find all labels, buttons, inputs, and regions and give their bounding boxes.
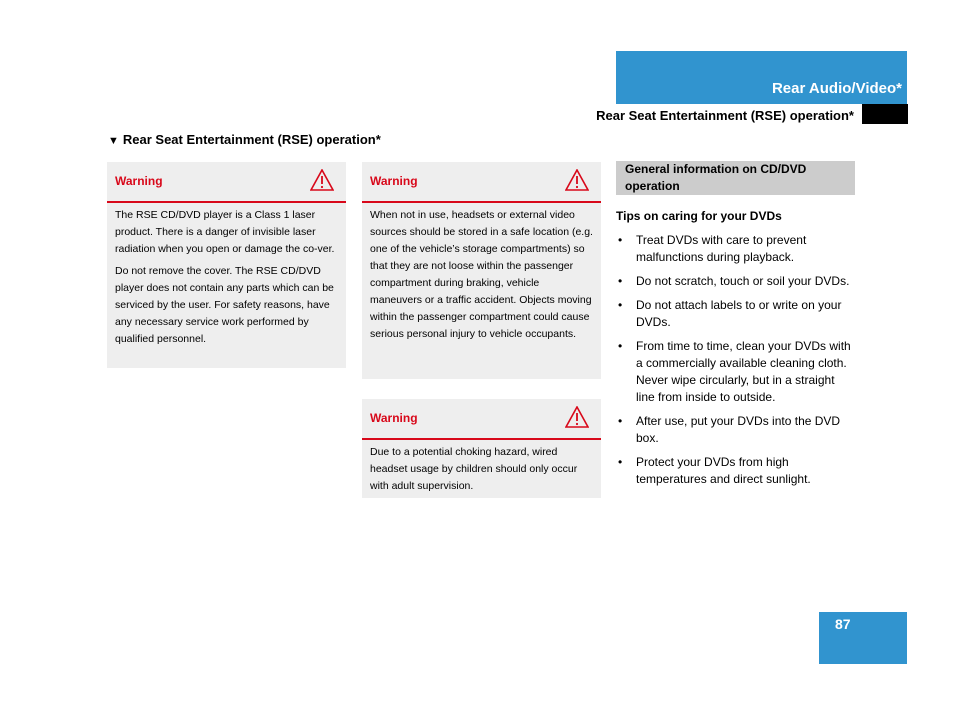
warning-header [107, 162, 346, 203]
chapter-title: Rear Audio/Video* [771, 80, 902, 97]
list-item [616, 338, 856, 406]
tip-text: Do not scratch, touch or soil your DVDs. [636, 274, 850, 288]
section-title: Rear Seat Entertainment (RSE) operation* [596, 108, 854, 123]
list-item [616, 297, 856, 331]
warning-paragraph: Due to a potential choking hazard, wired headset usage by children should only occur with adult supervision. [370, 446, 578, 492]
list-item [616, 454, 856, 488]
warning-body [362, 203, 601, 356]
warning-triangle-icon [565, 169, 589, 191]
bullet-icon: • [618, 339, 623, 353]
warning-box-laser [107, 162, 346, 368]
tip-text: Protect your DVDs from high temperatures and direct sunlight. [636, 455, 811, 486]
list-item [616, 232, 856, 266]
warning-box-headset-storage [362, 162, 601, 379]
tips-heading: Tips on caring for your DVDs [616, 209, 782, 223]
warning-label: Warning [370, 174, 418, 188]
bullet-icon: • [618, 455, 623, 469]
warning-paragraph: When not in use, headsets or external video sources should be stored in a safe location (e.g. one of the vehicle’s storage compartments) so that they are not loose within the passenger compartment during braking, vehicle maneuvers or a traffic accident. Objects moving within the passenger compartment could cause serious personal injury to vehicle occupants. [370, 209, 593, 340]
warning-header [362, 162, 601, 203]
warning-triangle-icon [310, 169, 334, 191]
warning-box-choking [362, 399, 601, 498]
bullet-icon: • [618, 274, 623, 288]
info-title: General information on CD/DVD operation [625, 162, 807, 193]
section-heading [108, 132, 381, 147]
section-marker-tab [862, 104, 908, 124]
warning-triangle-icon [565, 406, 589, 428]
warning-paragraph: Do not remove the cover. The RSE CD/DVD player does not contain any parts which can be serviced by the user. For safety reasons, have any necessary service work performed by qualified personnel. [115, 265, 334, 345]
warning-label: Warning [115, 174, 163, 188]
section-heading-text: Rear Seat Entertainment (RSE) operation* [122, 132, 381, 147]
warning-body [107, 203, 346, 361]
page-number-tab [819, 612, 907, 664]
tip-text: After use, put your DVDs into the DVD box. [636, 414, 841, 445]
warning-body [362, 440, 601, 508]
tip-text: Do not attach labels to or write on your DVDs. [636, 298, 842, 329]
list-item [616, 273, 856, 290]
bullet-icon: • [618, 414, 623, 428]
list-item [616, 413, 856, 447]
info-title-box [616, 161, 855, 195]
warning-paragraph: The RSE CD/DVD player is a Class 1 laser product. There is a danger of invisible laser radiation when you open or damage the co-ver. [115, 209, 335, 255]
bullet-icon: • [618, 233, 623, 247]
tip-text: Treat DVDs with care to prevent malfunctions during playback. [636, 233, 807, 264]
warning-label: Warning [370, 411, 418, 425]
page-number: 87 [835, 616, 851, 632]
tip-text: From time to time, clean your DVDs with a commercially available cleaning cloth. Never wipe circularly, but in a straight line from inside to outside. [636, 339, 851, 404]
tips-list [616, 232, 856, 495]
warning-header [362, 399, 601, 440]
bullet-icon: • [618, 298, 623, 312]
triangle-down-icon: ▼ [108, 135, 119, 147]
